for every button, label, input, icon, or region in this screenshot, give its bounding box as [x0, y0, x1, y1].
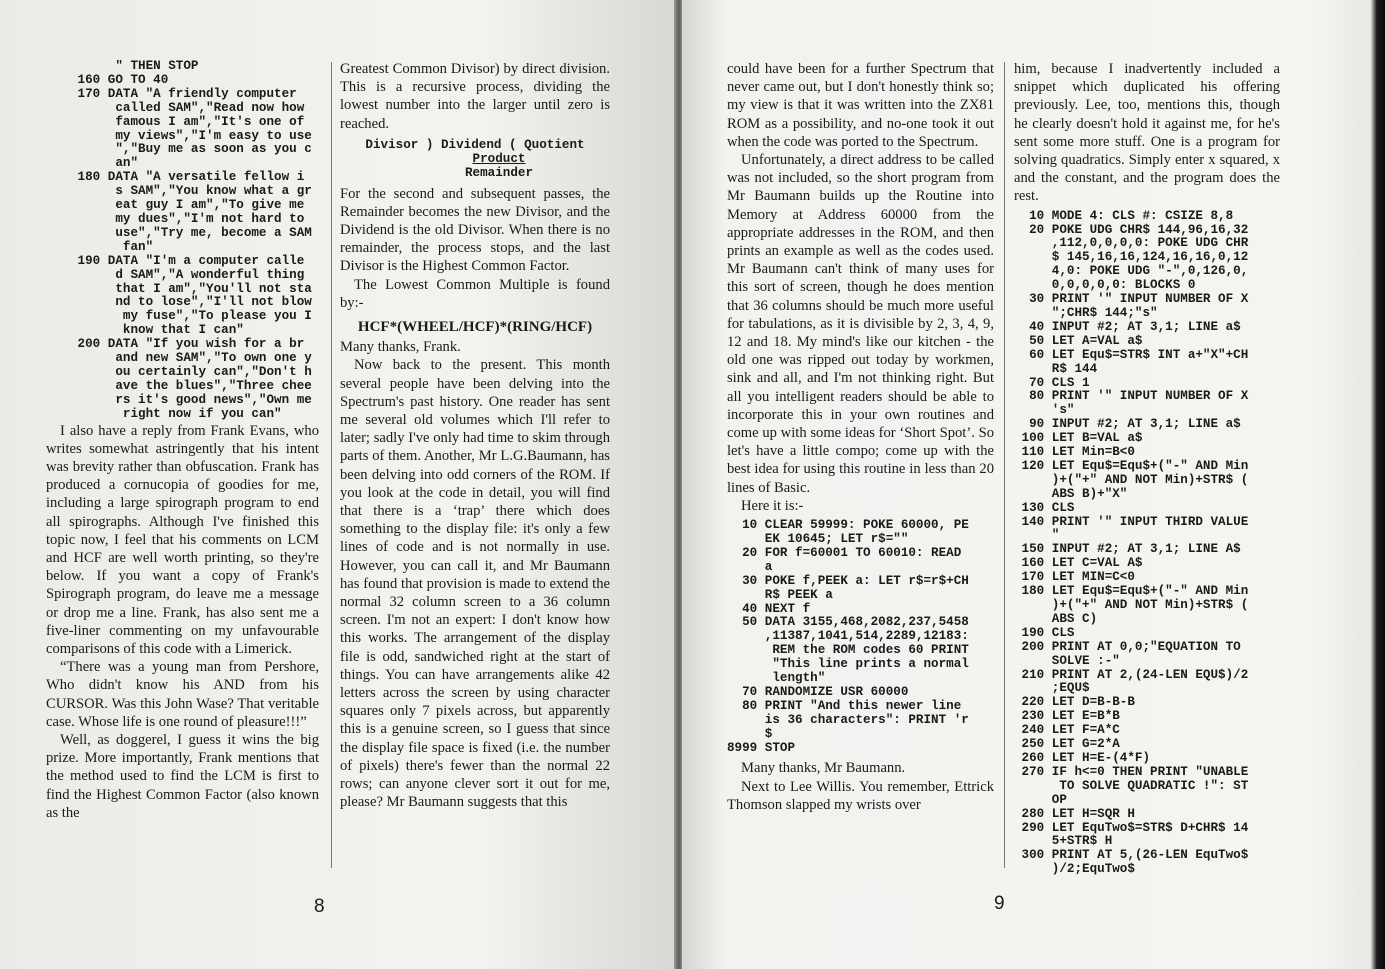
column-rule — [1004, 62, 1005, 868]
hcf-division-diagram — [340, 139, 610, 181]
paragraph: The Lowest Common Multiple is found by:- — [340, 276, 610, 311]
left-page-column-1 — [46, 60, 319, 880]
paragraph: Now back to the present. This month several people have been delving into the Spectrum's past history. One reader has sent me several old volumes which I'll refer to later; sadly I've only had time to skim through parts of them. Another, Mr L.G.Baumann, has been delving into odd corners of the ROM. If you look at the code in detail, you will find that there is a ‘trap’ there which does something to the display file: it's only a few lines of code and is not normally in use. However, you can call it, and Mr Baumann has found that provision is made to extend the normal 32 column screen to a 36 column screen. I'm not an expert: I don't know how this works. The arrangement of the display file is odd, sandwiched right at the start of things. You can have arrangements alike 42 letters across the screen by using character squares only 7 pixels across, but apparently this is a genuine screen, so I guess that since the display file space is fixed (i.e. the number of pixels) there's fewer than the normal 22 rows; can anyone clever sort it out for me, please? Mr Baumann suggests that this — [340, 357, 610, 811]
paragraph: Greatest Common Divisor) by direct division. This is a recursive process, dividing the lowest number into the larger until zero is reached. — [340, 61, 610, 132]
left-page — [0, 0, 676, 969]
paragraph-limerick: “There was a young man from Pershore, Who didn't know his AND from his CURSOR. Was this John Wase? That veritable case. Whose life is one round of pleasure!!!” — [46, 659, 319, 730]
lcm-formula: HCF*(WHEEL/HCF)*(RING/HCF) — [357, 318, 593, 335]
formula-product: Product — [472, 151, 526, 166]
formula-remainder: Remainder — [464, 165, 534, 180]
paragraph: him, because I inadvertently included a snippet which duplicated his offering previously. Lee, too, mentions this, though he clearly doesn't hold it against me, for he's sent some more stuff. One is a program for solving quadratics. Simply enter x squared, x and the constant, and the program does the rest. — [1014, 61, 1280, 205]
paragraph: Many thanks, Frank. — [340, 339, 461, 356]
basic-listing: 10 MODE 4: CLS #: CSIZE 8,8 20 POKE UDG CHR$ 144,96,16,32 ,112,0,0,0,0: POKE UDG CHR $ 145,16,16,124,16,16,0,12 4,0: POKE UDG "-",0,126,0, 0,0,0,0,0: BLOCKS 0 30 PRINT '" INPUT NUMBER OF X ";CHR$ 144;"s" 40 INPUT #2; AT 3,1; LINE a$ 50 LET A=VAL a$ 60 LET Equ$=STR$ INT a+"X"+CH R$ 144 70 CLS 1 80 PRINT '" INPUT NUMBER OF X 's" 90 INPUT #2; AT 3,1; LINE a$ 100 LET B=VAL a$ 110 LET Min=B<0 120 LET Equ$=Equ$+("-" AND Min )+("+" AND NOT Min)+STR$ ( ABS B)+"X" 130 CLS 140 PRINT '" INPUT THIRD VALUE " 150 INPUT #2; AT 3,1; LINE A$ 160 LET C=VAL A$ 170 LET MIN=C<0 180 LET Equ$=Equ$+("-" AND Min )+("+" AND NOT Min)+STR$ ( ABS C) 190 CLS 200 PRINT AT 0,0;"EQUATION TO SOLVE :-" 210 PRINT AT 2,(24-LEN EQU$)/2 ;EQU$ 220 LET D=B-B-B 230 LET E=B*B 240 LET F=A*C 250 LET G=2*A 260 LET H=E-(4*F) 270 IF h<=0 THEN PRINT "UNABLE TO SOLVE QUADRATIC !": ST OP 280 LET H=SQR H 290 LET EquTwo$=STR$ D+CHR$ 14 5+STR$ H 300 PRINT AT 5,(26-LEN EquTwo$ )/2;EquTwo$ — [1021, 208, 1249, 877]
paragraph: Many thanks, Mr Baumann. — [741, 760, 906, 777]
right-page — [682, 0, 1385, 969]
paragraph: Unfortunately, a direct address to be called was not included, so the short program from Mr Baumann builds up the Routine into Memory at Address 60000 from the appropriate addresses in the ROM, and then prints an example as well as the codes used. Mr Baumann can't think of many uses for this sort of screen, though he does mention that 36 columns should be much more useful for tabulations, as it is divisible by 2, 3, 4, 9, 12 and 18. My mind's like our kitchen - the old one was ripped out today by workmen, sink and all, and I'm not thinking right. But all you intelligent readers should be able to incorporate this in your own routines and come up with some ideas for ‘Short Spot’. So let's have a little compo; come up with the best idea for using this routine in less than 20 lines of Basic. — [727, 152, 994, 496]
left-page-column-2 — [340, 60, 610, 880]
paragraph: Here it is:- — [741, 497, 804, 514]
basic-listing: 10 CLEAR 59999: POKE 60000, PE EK 10645; LET r$="" 20 FOR f=60001 TO 60010: READ a 30 POKE f,PEEK a: LET r$=r$+CH R$ PEEK a 40 NEXT f 50 DATA 3155,468,2082,237,5458 ,11387,1041,514,2289,12183: REM the ROM codes 60 PRINT "This line prints a normal length" 70 RANDOMIZE USR 60000 80 PRINT "And this newer line is 36 characters": PRINT 'r $ 8999 STOP — [727, 518, 969, 755]
paragraph: I also have a reply from Frank Evans, who writes somewhat astringently that his intent was brevity rather than obfuscation. Frank has produced a cornucopia of goodies for me, including a large spirograph program to end all spirographs. Although I've finished this topic now, I feel that his comments on LCM and HCF are well worth printing, so they're below. If you want a copy of Frank's Spirograph program, do leave me a message or drop me a line. Frank, has also sent me a five-liner commenting on my unfavourable comparisons of this code with a Limerick. — [46, 422, 319, 657]
paragraph: Next to Lee Willis. You remember, Ettrick Thomson slapped my wrists over — [727, 778, 994, 813]
right-page-column-1 — [727, 60, 994, 880]
column-rule — [331, 62, 332, 868]
paragraph: Well, as doggerel, I guess it wins the big prize. More importantly, Frank mentions that the method used to find the LCM is first to find the Highest Common Factor (also known as the — [46, 732, 319, 821]
page-number: 9 — [994, 893, 1005, 914]
paragraph: For the second and subsequent passes, the Remainder becomes the new Divisor, and the Dividend is the old Divisor. When there is no remainder, the process stops, and the last Divisor is the Highest Common Factor. — [340, 185, 610, 275]
book-edge — [1371, 0, 1385, 969]
formula-line: Divisor ) Dividend ( Quotient — [365, 137, 585, 152]
right-page-column-2 — [1014, 60, 1280, 880]
page-number: 8 — [314, 896, 325, 917]
basic-listing: " THEN STOP 160 GO TO 40 170 DATA "A friendly computer called SAM","Read now how famous I am","It's one of my views","I'm easy to use ","Buy me as soon as you c an" 180 DATA "A versatile fellow i s SAM","You know what a gr eat guy I am","To give me my dues","I'm not hard to use","Try me, become a SAM fan" 190 DATA "I'm a computer calle d SAM","A wonderful thing that I am","You'll not sta nd to lose","I'll not blow my fuse","To please you I know that I can" 200 DATA "If you wish for a br and new SAM","To own one y ou certainly can","Don't h ave the blues","Three chee rs it's good news","Own me right now if you can" — [77, 60, 312, 421]
paragraph: could have been for a further Spectrum that never came out, but I don't honestly think so; my view is that it was written into the ZX81 ROM as a possibility, and no-one took it out when the code was ported to the Spectrum. — [727, 61, 994, 150]
